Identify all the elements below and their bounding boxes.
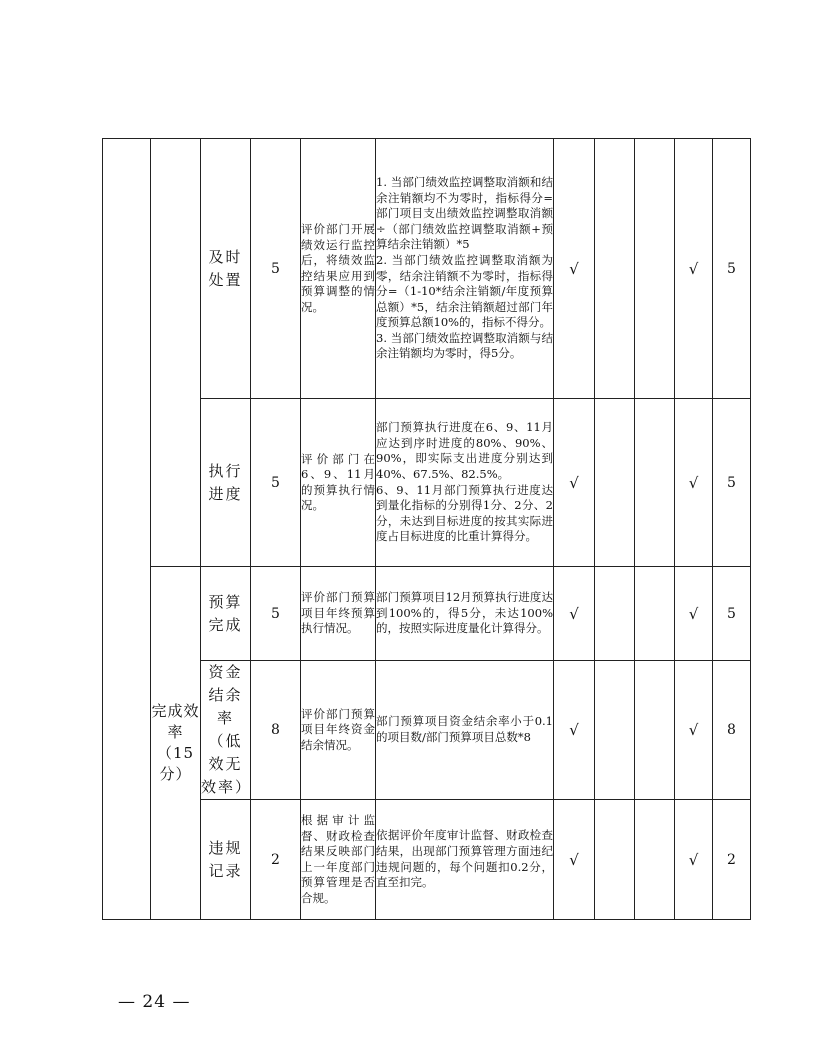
- check-mark: √: [675, 567, 713, 661]
- indicator-description: 评价部门开展绩效运行监控后，将绩效监控结果应用到预算调整的情况。: [301, 139, 376, 399]
- empty-cell: [595, 661, 635, 800]
- category-cell-continued: [151, 139, 201, 567]
- criteria-paragraph: 3. 当部门绩效监控调整取消额与结余注销额均为零时，得5分。: [376, 330, 553, 361]
- empty-cell: [635, 139, 675, 399]
- check-mark: √: [554, 139, 595, 399]
- table-row: [103, 399, 751, 567]
- indicator-name: 执行进度: [201, 399, 251, 567]
- dimension-cell: [103, 139, 151, 920]
- indicator-score: 5: [251, 139, 301, 399]
- scoring-criteria: [376, 139, 554, 399]
- indicator-description: 评价部门在6、9、11月的预算执行情况。: [301, 399, 376, 567]
- empty-cell: [595, 800, 635, 920]
- check-mark: √: [675, 661, 713, 800]
- empty-cell: [635, 399, 675, 567]
- scoring-criteria: [376, 399, 554, 567]
- indicator-name: 资金结余率（低效无效率）: [201, 661, 251, 800]
- final-score: 5: [713, 139, 751, 399]
- table-row: [103, 567, 751, 661]
- criteria-paragraph: 部门预算项目12月预算执行进度达到100%的，得5分，未达100%的，按照实际进度量化计算得分。: [376, 590, 553, 636]
- empty-cell: [595, 139, 635, 399]
- scoring-criteria: [376, 567, 554, 661]
- final-score: 2: [713, 800, 751, 920]
- check-mark: √: [675, 399, 713, 567]
- empty-cell: [635, 800, 675, 920]
- indicator-score: 8: [251, 661, 301, 800]
- indicator-description: 评价部门预算项目年终预算执行情况。: [301, 567, 376, 661]
- final-score: 8: [713, 661, 751, 800]
- final-score: 5: [713, 399, 751, 567]
- scoring-criteria: [376, 661, 554, 800]
- criteria-paragraph: 部门预算项目资金结余率小于0.1的项目数/部门预算项目总数*8: [376, 714, 553, 744]
- table-row: [103, 800, 751, 920]
- indicator-name: 及时处置: [201, 139, 251, 399]
- indicator-score: 5: [251, 567, 301, 661]
- indicator-score: 2: [251, 800, 301, 920]
- check-mark: √: [675, 139, 713, 399]
- indicator-description: 根据审计监督、财政检查结果反映部门上一年度部门预算管理是否合规。: [301, 800, 376, 920]
- final-score: 5: [713, 567, 751, 661]
- criteria-paragraph: 部门预算执行进度在6、9、11月应达到序时进度的80%、90%、90%，即实际支出进度分别达到40%、67.5%、82.5%。: [376, 420, 553, 481]
- table-row: [103, 139, 751, 399]
- indicator-name: 违规记录: [201, 800, 251, 920]
- check-mark: √: [554, 567, 595, 661]
- indicator-name: 预算完成: [201, 567, 251, 661]
- category-completion-efficiency: 完成效率（15分）: [151, 567, 201, 920]
- criteria-paragraph: 2. 当部门绩效监控调整取消额为零，结余注销额不为零时，指标得分=（1-10*结余注销额/年度预算总额）*5，结余注销额超过部门年度预算总额10%的，指标不得分。: [376, 252, 553, 330]
- criteria-paragraph: 1. 当部门绩效监控调整取消额和结余注销额均不为零时，指标得分=部门项目支出绩效监控调整取消额÷（部门绩效监控调整取消额+预算结余注销额）*5: [376, 174, 553, 252]
- empty-cell: [595, 399, 635, 567]
- evaluation-table: [102, 138, 751, 920]
- empty-cell: [595, 567, 635, 661]
- criteria-paragraph: 依据评价年度审计监督、财政检查结果，出现部门预算管理方面违纪违规问题的，每个问题扣0.2分，直至扣完。: [376, 828, 553, 890]
- indicator-description: 评价部门预算项目年终资金结余情况。: [301, 661, 376, 800]
- check-mark: √: [554, 399, 595, 567]
- criteria-paragraph: 6、9、11月部门预算执行进度达到量化指标的分别得1分、2分、2分，未达到目标进度的按其实际进度占目标进度的比重计算得分。: [376, 482, 553, 544]
- empty-cell: [635, 567, 675, 661]
- check-mark: √: [554, 800, 595, 920]
- check-mark: √: [554, 661, 595, 800]
- indicator-score: 5: [251, 399, 301, 567]
- scoring-criteria: [376, 800, 554, 920]
- page-number: — 24 —: [118, 992, 191, 1012]
- table-row: [103, 661, 751, 800]
- empty-cell: [635, 661, 675, 800]
- check-mark: √: [675, 800, 713, 920]
